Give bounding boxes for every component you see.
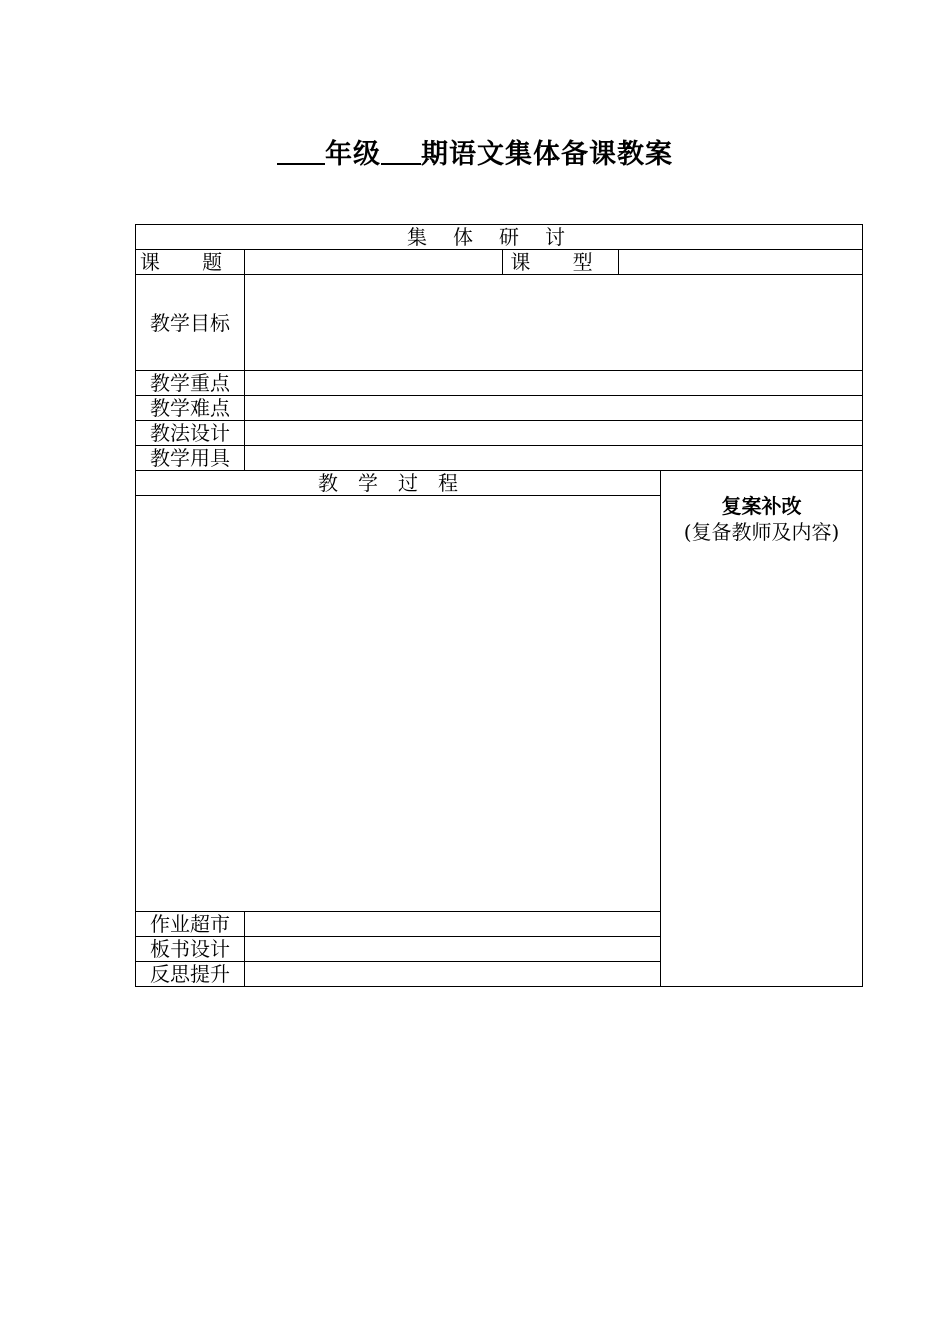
topic-label: 课 题: [136, 250, 245, 275]
tools-label: 教学用具: [136, 446, 245, 471]
difficulties-label: 教学难点: [136, 396, 245, 421]
homework-field[interactable]: [245, 912, 661, 937]
key-points-label: 教学重点: [136, 371, 245, 396]
lesson-type-label: 课 型: [503, 250, 619, 275]
revise-column[interactable]: [661, 471, 863, 987]
revise-subtitle: (复备教师及内容): [683, 520, 840, 544]
reflection-field[interactable]: [245, 962, 661, 987]
tools-field[interactable]: [245, 446, 863, 471]
topic-field[interactable]: [245, 250, 503, 275]
title-part-2: 期语文集体备课教案: [421, 139, 673, 170]
key-points-field[interactable]: [245, 371, 863, 396]
term-blank: [381, 139, 421, 165]
goals-field[interactable]: [245, 275, 863, 371]
difficulties-field[interactable]: [245, 396, 863, 421]
homework-label: 作业超市: [136, 912, 245, 937]
method-field[interactable]: [245, 421, 863, 446]
section-title: 集体研讨: [136, 225, 863, 250]
grade-blank: [277, 139, 325, 165]
method-label: 教法设计: [136, 421, 245, 446]
lesson-plan-table: [135, 224, 863, 987]
goals-label: 教学目标: [136, 275, 245, 371]
process-label: 教学过程: [136, 471, 661, 496]
board-field[interactable]: [245, 937, 661, 962]
page-title: [0, 132, 950, 171]
board-label: 板书设计: [136, 937, 245, 962]
revise-title: 复案补改: [721, 494, 802, 518]
process-field[interactable]: [136, 496, 661, 912]
reflection-label: 反思提升: [136, 962, 245, 987]
title-part-1: 年级: [325, 139, 381, 170]
lesson-type-field[interactable]: [619, 250, 863, 275]
